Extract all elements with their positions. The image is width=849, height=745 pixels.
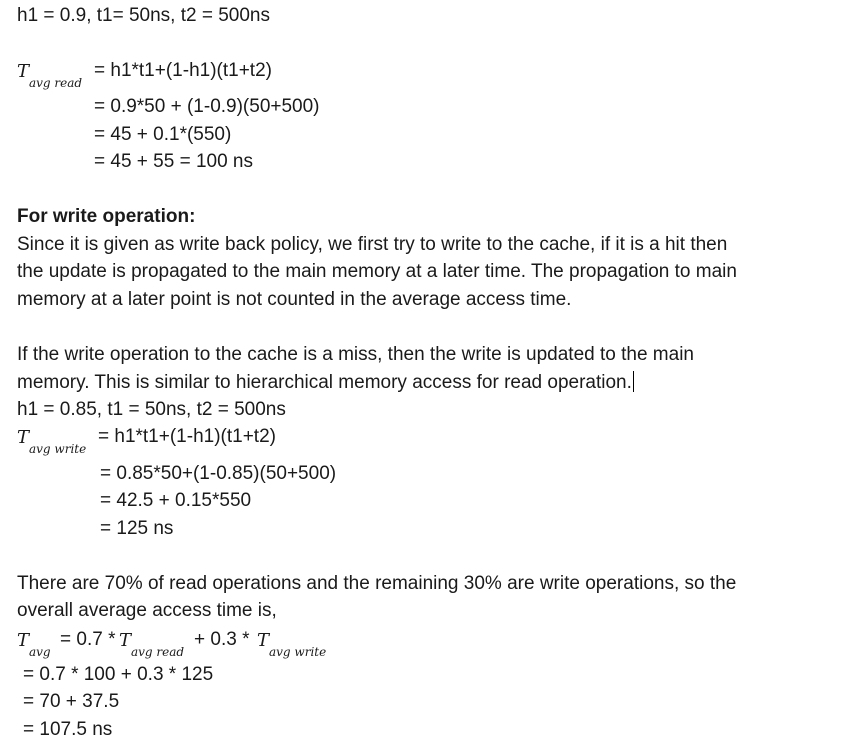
t-symbol: T <box>17 61 30 82</box>
write-params: h1 = 0.85, t1 = 50ns, t2 = 500ns <box>17 399 286 420</box>
read-step: = 45 + 0.1*(550) <box>94 124 232 145</box>
t-subscript: avg write <box>29 442 87 456</box>
paragraph-line: If the write operation to the cache is a miss, then the write is updated to the main <box>17 344 694 365</box>
t-subscript: avg read <box>131 645 185 659</box>
write-step: = 125 ns <box>100 518 174 539</box>
t-symbol: T <box>257 630 270 651</box>
paragraph-line: There are 70% of read operations and the remaining 30% are write operations, so the <box>17 573 737 594</box>
t-subscript: avg read <box>29 76 83 90</box>
paragraph-line: overall average access time is, <box>17 600 277 621</box>
paragraph-text: memory. This is similar to hierarchical memory access for read operation. <box>17 372 632 393</box>
read-step: = 0.9*50 + (1-0.9)(50+500) <box>94 96 320 117</box>
t-subscript: avg <box>29 645 51 659</box>
t-symbol: T <box>17 427 30 448</box>
overall-step: = 107.5 ns <box>23 719 113 740</box>
write-step: = 42.5 + 0.15*550 <box>100 490 252 511</box>
paragraph-line <box>17 371 634 394</box>
overall-step: = 70 + 37.5 <box>23 691 120 712</box>
read-formula: = h1*t1+(1-h1)(t1+t2) <box>94 60 272 81</box>
text-cursor <box>633 371 635 392</box>
t-symbol: T <box>119 630 132 651</box>
paragraph-line: Since it is given as write back policy, we first try to write to the cache, if it is a hit then <box>17 234 728 255</box>
overall-step: = 0.7 * 100 + 0.3 * 125 <box>23 664 214 685</box>
paragraph-line: the update is propagated to the main memory at a later time. The propagation to main <box>17 261 737 282</box>
paragraph-line: memory at a later point is not counted in the average access time. <box>17 289 572 310</box>
read-params: h1 = 0.9, t1= 50ns, t2 = 500ns <box>17 5 271 26</box>
read-step: = 45 + 55 = 100 ns <box>94 151 253 172</box>
overall-formula-part: = 0.7 * <box>60 629 116 650</box>
t-symbol: T <box>17 630 30 651</box>
t-subscript: avg write <box>269 645 327 659</box>
overall-formula-part: + 0.3 * <box>194 629 250 650</box>
write-formula: = h1*t1+(1-h1)(t1+t2) <box>98 426 276 447</box>
write-step: = 0.85*50+(1-0.85)(50+500) <box>100 463 337 484</box>
write-heading: For write operation: <box>17 206 196 227</box>
